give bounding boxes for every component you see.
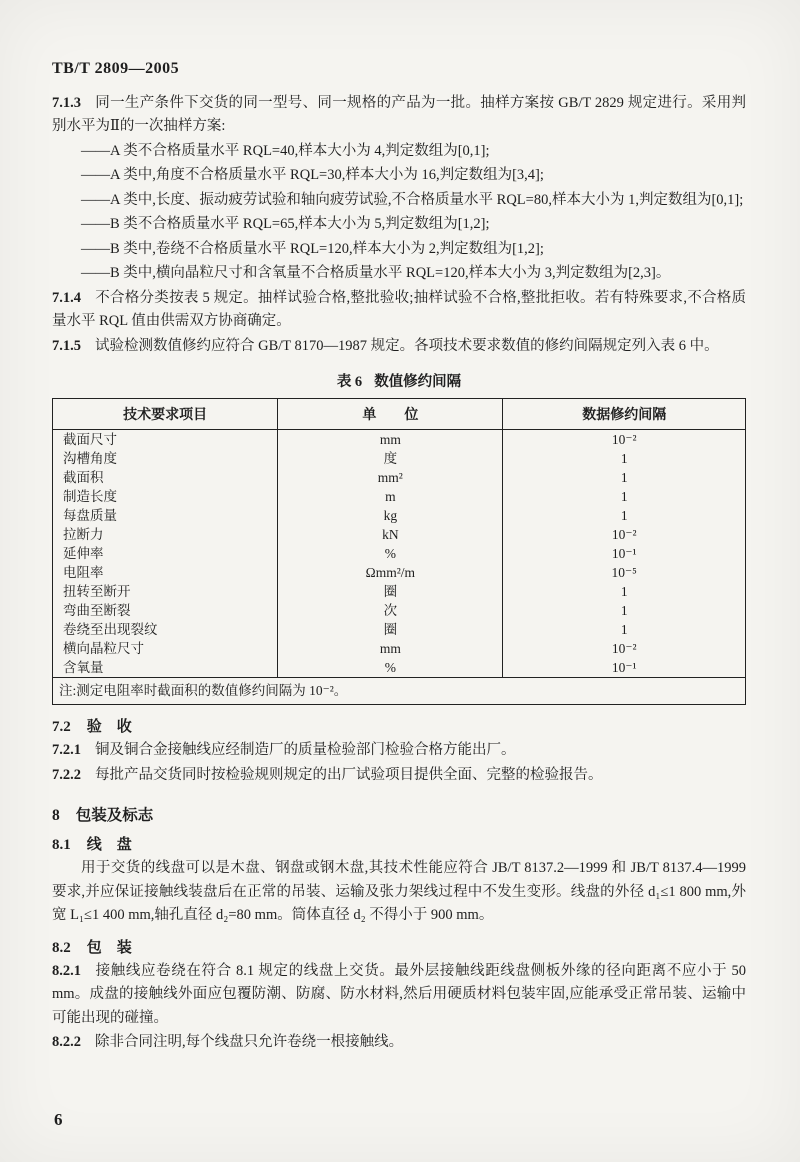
table-note-row <box>53 678 746 705</box>
paragraph-8-1: 用于交货的线盘可以是木盘、钢盘或钢木盘,其技术性能应符合 JB/T 8137.2—1999 和 JB/T 8137.4—1999 要求,并应保证接触线装盘后在正常的吊装、运输及张力架线过程中不发生变形。线盘的外径 d₁≤1 800 mm,外宽 L₁≤1 400 mm,轴孔直径 d₂=80 mm。筒体直径 d₂ 不得小于 900 mm。 <box>52 860 746 924</box>
clause-8-2-2 <box>52 1031 746 1054</box>
interval-cell: 10⁻² <box>503 525 746 544</box>
table-caption-title: 数值修约间隔 <box>374 374 462 391</box>
column-header-interval: 数据修约间隔 <box>503 399 746 430</box>
unit-cell: % <box>278 658 503 678</box>
interval-cell: 10⁻² <box>503 639 746 658</box>
clause-number: 8.2.2 <box>52 1034 81 1051</box>
table-caption-label: 表 6 <box>336 374 363 391</box>
heading-7-2 <box>52 715 746 736</box>
item-cell: 含氧量 <box>53 658 278 678</box>
heading-number: 8.2 <box>52 939 71 956</box>
clause-8-2-1 <box>52 960 746 1030</box>
unit-cell: 圈 <box>278 582 503 601</box>
table-row <box>53 525 746 544</box>
table-row <box>53 487 746 506</box>
clause-number: 8.2.1 <box>52 962 81 979</box>
unit-cell: Ωmm²/m <box>278 563 503 582</box>
list-item: ——A 类不合格质量水平 RQL=40,样本大小为 4,判定数组为[0,1]; <box>81 142 490 159</box>
heading-number: 7.2 <box>52 719 71 736</box>
heading-8-2 <box>52 936 746 957</box>
clause-text: 每批产品交货同时按检验规则规定的出厂试验项目提供全面、完整的检验报告。 <box>95 766 603 783</box>
item-cell: 电阻率 <box>53 563 278 582</box>
table-note: 注:测定电阻率时截面积的数值修约间隔为 10⁻²。 <box>53 678 746 705</box>
unit-cell: mm <box>278 639 503 658</box>
heading-title: 包 装 <box>86 939 132 956</box>
interval-cell: 10⁻¹ <box>503 658 746 678</box>
clause-text: 试验检测数值修约应符合 GB/T 8170—1987 规定。各项技术要求数值的修约间隔规定列入表 6 中。 <box>95 337 719 354</box>
item-cell: 拉断力 <box>53 525 278 544</box>
clause-7-2-1 <box>52 739 746 762</box>
heading-8-1 <box>52 833 746 854</box>
unit-cell: 圈 <box>278 620 503 639</box>
table-row <box>53 430 746 450</box>
unit-cell: mm² <box>278 468 503 487</box>
item-cell: 沟槽角度 <box>53 449 278 468</box>
list-item: ——A 类中,长度、振动疲劳试验和轴向疲劳试验,不合格质量水平 RQL=80,样本大小为 1,判定数组为[0,1]; <box>81 191 744 208</box>
clause-number: 7.1.5 <box>52 337 81 354</box>
table-row <box>53 582 746 601</box>
interval-cell: 1 <box>503 449 746 468</box>
clause-text: 不合格分类按表 5 规定。抽样试验合格,整批验收;抽样试验不合格,整批拒收。若有特殊要求,不合格质量水平 RQL 值由供需双方协商确定。 <box>52 289 746 330</box>
clause-text: 除非合同注明,每个线盘只允许卷绕一根接触线。 <box>95 1034 404 1051</box>
heading-number: 8.1 <box>52 837 71 854</box>
column-header-item: 技术要求项目 <box>53 399 278 430</box>
unit-cell: kN <box>278 525 503 544</box>
list-item: ——B 类不合格质量水平 RQL=65,样本大小为 5,判定数组为[1,2]; <box>81 216 490 233</box>
clause-7-1-4 <box>52 287 746 334</box>
interval-cell: 1 <box>503 468 746 487</box>
table-row <box>53 620 746 639</box>
clause-7-1-5 <box>52 335 746 358</box>
clause-text: 接触线应卷绕在符合 8.1 规定的线盘上交货。最外层接触线距线盘侧板外缘的径向距离不应小于 50 mm。成盘的接触线外面应包覆防潮、防腐、防水材料,然后用硬质材料包装牢固,应能承受正常吊装、运输中可能出现的碰撞。 <box>52 962 746 1026</box>
clause-7-2-2 <box>52 764 746 787</box>
unit-cell: % <box>278 544 503 563</box>
unit-cell: mm <box>278 430 503 450</box>
table-row <box>53 658 746 678</box>
table-caption <box>52 370 746 391</box>
clause-number: 7.1.4 <box>52 289 81 306</box>
unit-cell: 次 <box>278 601 503 620</box>
table-header-row <box>53 399 746 430</box>
interval-cell: 1 <box>503 620 746 639</box>
table-row <box>53 468 746 487</box>
clause-number: 7.2.1 <box>52 742 81 759</box>
item-cell: 截面尺寸 <box>53 430 278 450</box>
item-cell: 延伸率 <box>53 544 278 563</box>
doc-number: TB/T 2809—2005 <box>52 60 180 77</box>
table-row <box>53 639 746 658</box>
page-number: 6 <box>54 1110 63 1129</box>
clause-number: 7.2.2 <box>52 766 81 783</box>
interval-cell: 1 <box>503 582 746 601</box>
unit-cell: kg <box>278 506 503 525</box>
unit-cell: m <box>278 487 503 506</box>
interval-cell: 1 <box>503 487 746 506</box>
heading-8 <box>52 803 746 825</box>
item-cell: 扭转至断开 <box>53 582 278 601</box>
list-item: ——A 类中,角度不合格质量水平 RQL=30,样本大小为 16,判定数组为[3,4]; <box>81 167 544 184</box>
item-cell: 每盘质量 <box>53 506 278 525</box>
table-row <box>53 449 746 468</box>
interval-cell: 10⁻² <box>503 430 746 450</box>
list-item: ——B 类中,卷绕不合格质量水平 RQL=120,样本大小为 2,判定数组为[1,2]; <box>81 240 544 257</box>
list-item: ——B 类中,横向晶粒尺寸和含氧量不合格质量水平 RQL=120,样本大小为 3,判定数组为[2,3]。 <box>81 265 671 282</box>
item-cell: 弯曲至断裂 <box>53 601 278 620</box>
column-header-unit: 单 位 <box>278 399 503 430</box>
interval-cell: 1 <box>503 601 746 620</box>
rounding-interval-table <box>52 398 746 705</box>
table-row <box>53 563 746 582</box>
interval-cell: 10⁻¹ <box>503 544 746 563</box>
item-cell: 截面积 <box>53 468 278 487</box>
interval-cell: 10⁻⁵ <box>503 563 746 582</box>
clause-number: 7.1.3 <box>52 95 81 111</box>
heading-title: 线 盘 <box>86 837 132 854</box>
clause-text: 同一生产条件下交货的同一型号、同一规格的产品为一批。抽样方案按 GB/T 2829 规定进行。采用判别水平为Ⅱ的一次抽样方案: <box>52 95 746 135</box>
clause-7-1-3 <box>52 92 746 139</box>
heading-number: 8 <box>52 807 60 825</box>
item-cell: 制造长度 <box>53 487 278 506</box>
heading-title: 包装及标志 <box>75 807 154 825</box>
table-row <box>53 601 746 620</box>
item-cell: 卷绕至出现裂纹 <box>53 620 278 639</box>
table-row <box>53 506 746 525</box>
item-cell: 横向晶粒尺寸 <box>53 639 278 658</box>
clause-text: 铜及铜合金接触线应经制造厂的质量检验部门检验合格方能出厂。 <box>95 742 516 759</box>
interval-cell: 1 <box>503 506 746 525</box>
table-row <box>53 544 746 563</box>
unit-cell: 度 <box>278 449 503 468</box>
heading-title: 验 收 <box>86 719 132 736</box>
